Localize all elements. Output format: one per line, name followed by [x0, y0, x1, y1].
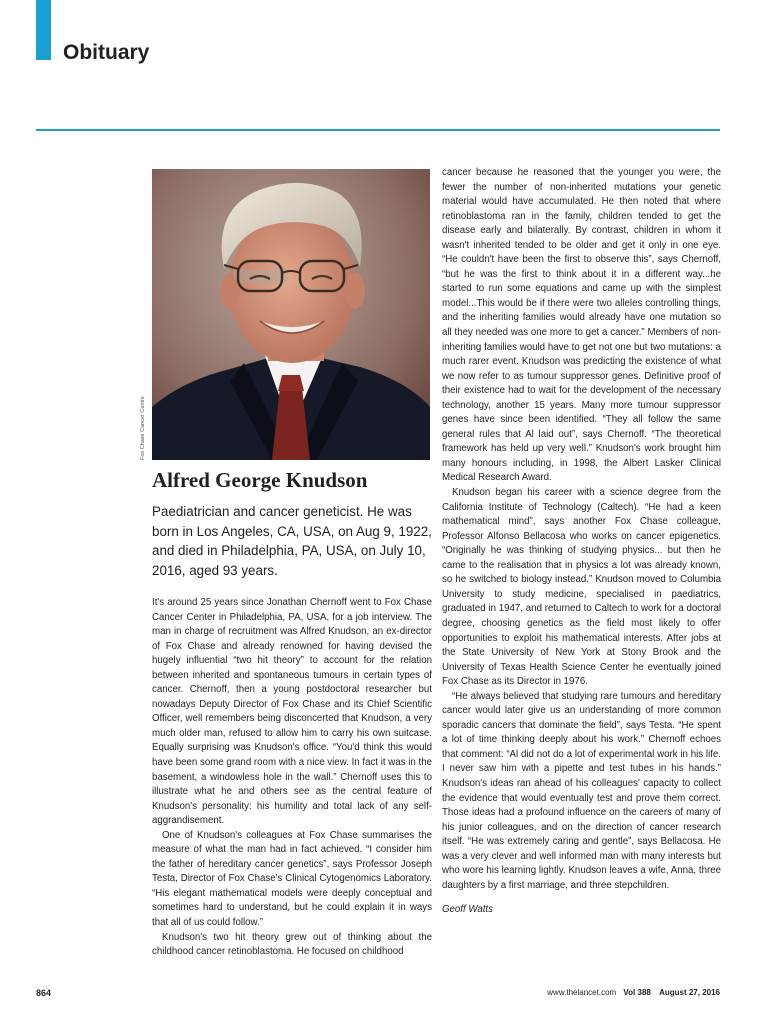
paragraph: “He always believed that studying rare tumours and hereditary cancer would later give us an understanding of more common sporadic cancers that dominate the field”, says Testa. “He spent a lot of time thinking deeply about his work.” Chernoff echoes that comment: “Al did not do a lot of experimental work in his life. I never saw him with a pipette and test tubes in his hands.” Knudson's ideas ran ahead of his colleagues' capacity to collect the evidence that would eventually test and prove them correct. Those ideas had a profound influence on the careers of many of his junior colleagues, and on the direction of cancer research itself. “He was extremely caring and gentle”, says Bellacosa. He was a very clever and well informed man with many interests but who wore his learning lightly. Knudson leaves a wife, Anna, three daughters by a first marriage, and three stepchildren. [442, 690, 721, 891]
body-column-left [152, 596, 432, 960]
journal-website[interactable]: www.thelancet.com [547, 988, 617, 997]
journal-footer [547, 988, 720, 997]
person-summary: Paediatrician and cancer geneticist. He was born in Los Angeles, CA, USA, on Aug 9, 1922, and died in Philadelphia, PA, USA, on July 10, 2016, aged 93 years. [152, 504, 432, 579]
issue-date: August 27, 2016 [659, 988, 720, 997]
header-rule [36, 129, 720, 131]
paragraph: Knudson began his career with a science degree from the California Institute of Technology (Caltech). “He had a keen mathematical mind”, says another Fox Chase colleague, Professor Alfonso Bellacosa who works on cancer epigenetics. “Originally he was thinking of studying physics... but then he came to the realisation that in physics a lot was already known, so he switched to biology instead.” Knudson moved to Columbia University to study medicine, specialised in paediatrics, graduated in 1947, and returned to Caltech to work for a doctoral degree, choosing genetics as the field most likely to offer opportunities to exploit his mathematical interests. After jobs at the State University of New York at Stony Brook and the University of Texas Health Science Center he eventually joined Fox Chase as its Director in 1976. [442, 487, 721, 688]
paragraph: Knudson's two hit theory grew out of thinking about the childhood cancer retinoblastoma. He focused on childhood [152, 931, 432, 958]
paragraph: It's around 25 years since Jonathan Chernoff went to Fox Chase Cancer Center in Philadelphia, PA, USA, for a job interview. The man in charge of recruitment was Alfred Knudson, an ex-director of Fox Chase and already renowned for having devised the hugely influential “two hit theory” to account for the relation between inherited and spontaneous tumours in certain types of cancer. Chernoff, then a young postdoctoral researcher but nowadays Deputy Director of Fox Chase and its Chief Scientific Officer, well remembers being disconcerted that Knudson, a very much older man, refused to allow him to carry his own suitcase. Equally surprising was Knudson's office. “You'd think this would have been some grand room with a nice view. In fact it was in the basement, a windowless hole in the wall.” Chernoff uses this to illustrate what he and others see as the central feature of Knudson's personality: his humility and total lack of any self-aggrandisement. [152, 597, 432, 827]
accent-bar [36, 0, 51, 60]
person-name: Alfred George Knudson [152, 468, 368, 492]
page-number: 864 [36, 988, 52, 998]
author-byline: Geoff Watts [442, 904, 493, 916]
body-column-right [442, 166, 721, 918]
paragraph: One of Knudson's colleagues at Fox Chase summarises the measure of what the man had in fact achieved. “I consider him the father of hereditary cancer genetics”, says Professor Joseph Testa, Director of Fox Chase's Clinical Cytogenomics Laboratory. “His elegant mathematical models were deeply conceptual and sometimes hard to understand, but he could explain it in ways that all of us could follow.” [152, 829, 432, 929]
section-title: Obituary [63, 41, 150, 64]
portrait-photo [152, 169, 430, 460]
photo-credit: Fox Chase Cancer Centre [140, 396, 146, 460]
journal-volume: Vol 388 [623, 988, 651, 997]
paragraph: cancer because he reasoned that the younger you were, the fewer the number of non-inherited mutations your genetic material would have accumulated. He then noted that where retinoblastoma ran in the family, children tended to get the disease early and bilaterally. By contrast, children in whom it wasn't inherited tended to be older and get it only in one eye. “He couldn't have been the first to observe this”, says Chernoff, “but he was the first to think about it in a different way...he started to run some equations and came up with the simplest model...This would be if there were two alleles controlling things, and the inheriting families would already have one mutation so all they needed was one more to get a cancer.” Members of non-inheriting families would have to get not one but two mutations: a much rarer event. Knudson was predicting the existence of what we now refer to as tumour suppressor genes. Definitive proof of their existence had to wait for the development of the necessary technology, another 15 years. Many more tumour suppressor genes have since been identified. “They all follow the same general rules that Al laid out”, says Chernoff. “The theoretical framework has held up very well.” Knudson's work brought him many honours including, in 1998, the Albert Lasker Clinical Medical Research Award. [442, 167, 721, 484]
